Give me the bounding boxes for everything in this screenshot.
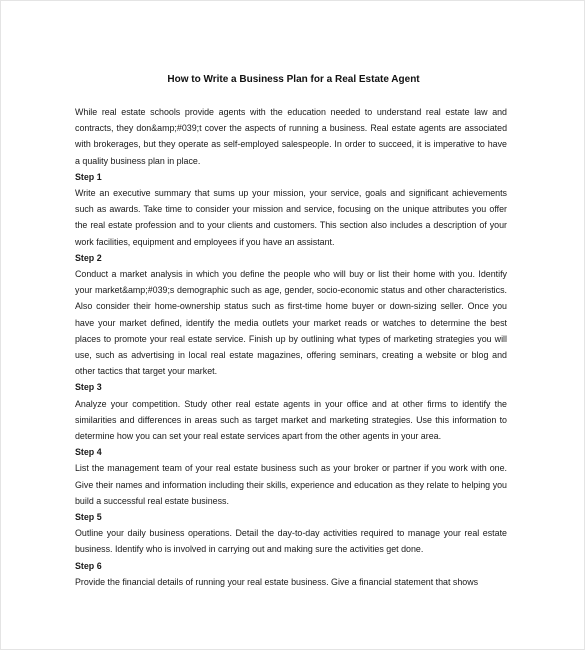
step-2-text: Conduct a market analysis in which you define the people who will buy or list their home with you. Identify your market&amp;#039;s demographic such as age, gender, socio-economic status and other characteristics. Also consider their home-ownership status such as first-time home buyer or down-sizing seller. Once you have your market defined, identify the media outlets your market reads or watches to determine the best places to promote your real estate service. Finish up by outlining what types of marketing strategies you will use, such as advertising in local real estate magazines, offering seminars, creating a website or blog and other tactics that target your market. <box>75 269 507 377</box>
step-4-heading: Step 4 <box>75 447 102 458</box>
step-5-text: Outline your daily business operations. Detail the day-to-day activities required to manage your real estate business. Identify who is involved in carrying out and making sure the activities get done. <box>75 528 507 555</box>
step-3-text: Analyze your competition. Study other real estate agents in your office and at other firms to identify the similarities and differences in areas such as target market and marketing strategies. Use this information to determine how you can set your real estate services apart from the other agents in your area. <box>75 398 507 442</box>
step-5-heading: Step 5 <box>75 512 102 523</box>
step-1-heading: Step 1 <box>75 171 102 182</box>
step-4-text: List the management team of your real estate business such as your broker or partner if you work with one. Give their names and information including their skills, experience and education as they relate to helping you build a successful real estate business. <box>75 463 507 506</box>
step-6-text: Provide the financial details of running your real estate business. Give a financial statement that shows <box>75 576 479 587</box>
document-body <box>75 104 507 590</box>
document-title: How to Write a Business Plan for a Real Estate Agent <box>167 74 420 85</box>
intro-paragraph: While real estate schools provide agents with the education needed to understand real estate law and contracts, they don&amp;#039;t cover the aspects of running a business. Real estate agents are associated with brokerages, but they operate as self-employed salespeople. In order to succeed, it is imperative to have a quality business plan in place. <box>75 107 507 166</box>
step-2-heading: Step 2 <box>75 252 102 263</box>
step-3-heading: Step 3 <box>75 382 102 393</box>
step-1-text: Write an executive summary that sums up your mission, your service, goals and significant achievements such as awards. Take time to consider your mission and service, focusing on the unique attributes you offer the real estate profession and to your clients and customers. This section also includes a description of your work facilities, equipment and employees if you have an assistant. <box>75 188 507 247</box>
step-6-heading: Step 6 <box>75 560 102 571</box>
